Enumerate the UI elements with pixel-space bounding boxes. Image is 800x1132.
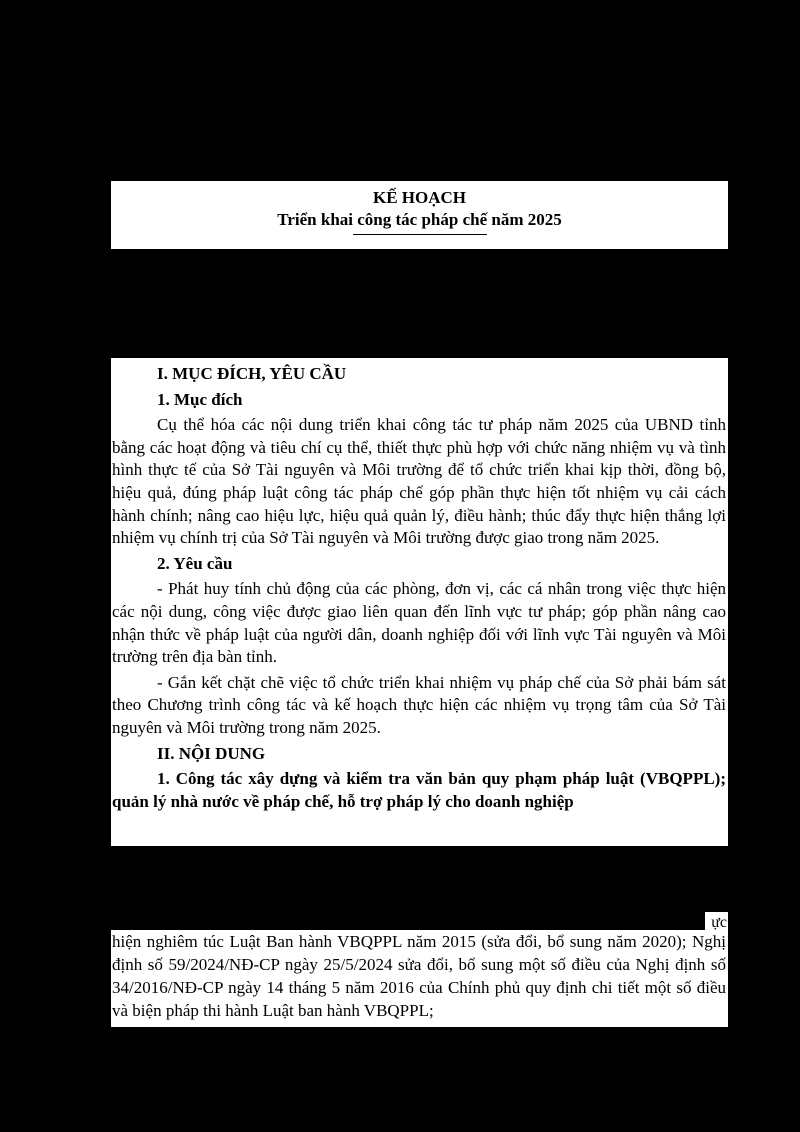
document-heading: KẾ HOẠCH — [372, 188, 467, 207]
document-subheading: Triển khai công tác pháp chế năm 2025 — [277, 210, 562, 229]
subsection-1-heading: 1. Mục đích — [157, 389, 243, 409]
fragment-text: hiện nghiêm túc Luật Ban hành VBQPPL năm 2015 (sửa đổi, bổ sung năm 2020); Nghị định số 59/2024/NĐ-CP ngày 25/5/2024 sửa đổi, bổ sung một số điều của Nghị định số 34/2016/NĐ-CP ngày 14 tháng 5 năm 2016 của Chính phủ quy định chi tiết một số điều và biện pháp thi hành Luật ban hành VBQPPL; — [112, 932, 726, 1020]
section-1-heading: I. MỤC ĐÍCH, YÊU CẦU — [157, 364, 347, 383]
item-1-heading: 1. Công tác xây dựng và kiểm tra văn bản quy phạm pháp luật (VBQPPL); quản lý nhà nước về pháp chế, hỗ trợ pháp lý cho doanh nghiệp — [112, 769, 726, 811]
subsection-2-text-1: - Phát huy tính chủ động của các phòng, đơn vị, các cá nhân trong việc thực hiện các nội dung, công việc được giao liên quan đến lĩnh vực tư pháp; góp phần nâng cao nhận thức về pháp luật của người dân, doanh nghiệp đối với lĩnh vực Tài nguyên và Môi trường trên địa bàn tỉnh. — [112, 579, 726, 667]
fragment-block — [111, 914, 728, 1027]
fragment-top-char: ực — [711, 914, 727, 931]
title-underline — [353, 234, 487, 235]
title-block — [111, 181, 728, 249]
fragment-top-snippet — [705, 912, 728, 932]
subsection-2-heading: 2. Yêu cầu — [157, 553, 233, 573]
section-2-heading: II. NỘI DUNG — [157, 743, 266, 763]
subsection-2-text-2: - Gắn kết chặt chẽ việc tổ chức triển khai nhiệm vụ pháp chế của Sở phải bám sát theo Chương trình công tác và kế hoạch thực hiện các nhiệm vụ trọng tâm của Sở Tài nguyên và Môi trường trong năm 2025. — [112, 672, 726, 737]
subsection-1-text: Cụ thể hóa các nội dung triển khai công tác tư pháp năm 2025 của UBND tỉnh bằng các hoạt động và tiêu chí cụ thể, thiết thực phù hợp với chức năng nhiệm vụ và tình hình thực tế của Sở Tài nguyên và Môi trường để tổ chức triển khai kịp thời, đồng bộ, hiệu quả, đúng pháp luật công tác pháp chế góp phần thực hiện tốt nhiệm vụ cải cách hành chính; nâng cao hiệu lực, hiệu quả quản lý, điều hành; thúc đẩy thực hiện thắng lợi nhiệm vụ chính trị của Sở Tài nguyên và Môi trường được giao trong năm 2025. — [112, 415, 726, 548]
body-block — [111, 358, 728, 846]
